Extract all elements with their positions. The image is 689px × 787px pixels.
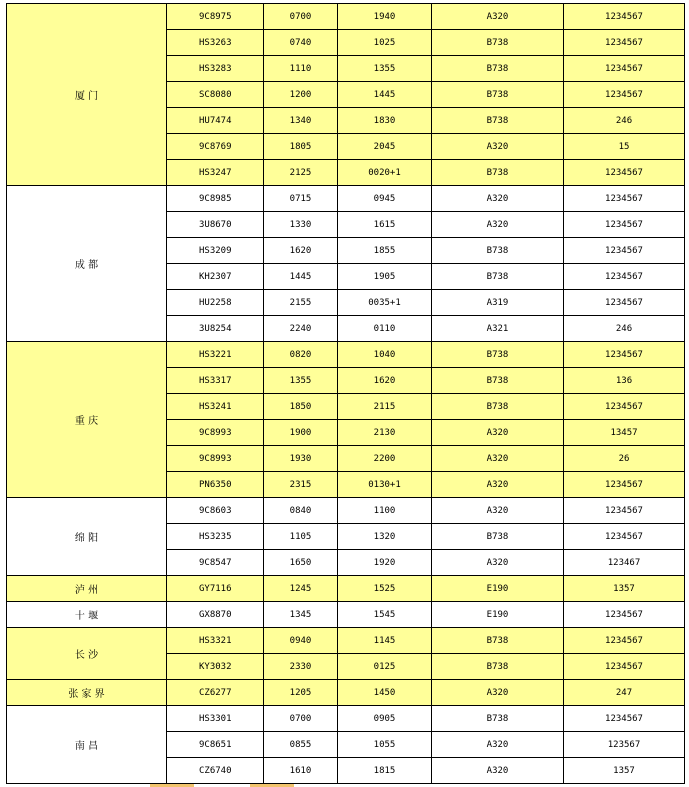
arrival-time-cell: 0125 <box>338 654 432 680</box>
departure-time-cell: 0740 <box>264 30 338 56</box>
table-row <box>7 680 685 706</box>
aircraft-type-cell: E190 <box>432 602 564 628</box>
flight-number-cell: HS3317 <box>167 368 264 394</box>
aircraft-type-cell: A320 <box>432 134 564 160</box>
table-row <box>7 602 685 628</box>
departure-time-cell: 1345 <box>264 602 338 628</box>
aircraft-type-cell: B738 <box>432 160 564 186</box>
operating-days-cell: 1234567 <box>564 628 685 654</box>
arrival-time-cell: 0905 <box>338 706 432 732</box>
flight-number-cell: 9C8993 <box>167 446 264 472</box>
departure-time-cell: 1245 <box>264 576 338 602</box>
arrival-time-cell: 1525 <box>338 576 432 602</box>
arrival-time-cell: 1620 <box>338 368 432 394</box>
city-cell: 南 昌 <box>7 706 167 784</box>
arrival-time-cell: 1905 <box>338 264 432 290</box>
flight-number-cell: 9C8975 <box>167 4 264 30</box>
flight-number-cell: HS3321 <box>167 628 264 654</box>
flight-number-cell: SC8080 <box>167 82 264 108</box>
departure-time-cell: 1200 <box>264 82 338 108</box>
flight-number-cell: 9C8769 <box>167 134 264 160</box>
arrival-time-cell: 2130 <box>338 420 432 446</box>
city-cell: 厦 门 <box>7 4 167 186</box>
aircraft-type-cell: A321 <box>432 316 564 342</box>
departure-time-cell: 1610 <box>264 758 338 784</box>
flight-number-cell: 9C8603 <box>167 498 264 524</box>
departure-time-cell: 1340 <box>264 108 338 134</box>
flight-number-cell: KH2307 <box>167 264 264 290</box>
operating-days-cell: 1234567 <box>564 602 685 628</box>
aircraft-type-cell: A320 <box>432 758 564 784</box>
flight-number-cell: KY3032 <box>167 654 264 680</box>
flight-number-cell: HS3221 <box>167 342 264 368</box>
aircraft-type-cell: E190 <box>432 576 564 602</box>
operating-days-cell: 123567 <box>564 732 685 758</box>
arrival-time-cell: 1355 <box>338 56 432 82</box>
arrival-time-cell: 2200 <box>338 446 432 472</box>
flight-number-cell: 9C8547 <box>167 550 264 576</box>
operating-days-cell: 1234567 <box>564 212 685 238</box>
arrival-time-cell: 1855 <box>338 238 432 264</box>
table-row <box>7 186 685 212</box>
departure-time-cell: 1805 <box>264 134 338 160</box>
departure-time-cell: 1330 <box>264 212 338 238</box>
operating-days-cell: 246 <box>564 316 685 342</box>
arrival-time-cell: 1545 <box>338 602 432 628</box>
arrival-time-cell: 0110 <box>338 316 432 342</box>
operating-days-cell: 1234567 <box>564 706 685 732</box>
aircraft-type-cell: B738 <box>432 264 564 290</box>
departure-time-cell: 2315 <box>264 472 338 498</box>
aircraft-type-cell: B738 <box>432 368 564 394</box>
flight-number-cell: HS3241 <box>167 394 264 420</box>
departure-time-cell: 2125 <box>264 160 338 186</box>
flight-number-cell: GX8870 <box>167 602 264 628</box>
flight-number-cell: CZ6277 <box>167 680 264 706</box>
aircraft-type-cell: A320 <box>432 4 564 30</box>
operating-days-cell: 247 <box>564 680 685 706</box>
operating-days-cell: 1234567 <box>564 342 685 368</box>
arrival-time-cell: 0035+1 <box>338 290 432 316</box>
operating-days-cell: 246 <box>564 108 685 134</box>
departure-time-cell: 0700 <box>264 706 338 732</box>
operating-days-cell: 123467 <box>564 550 685 576</box>
city-cell: 长 沙 <box>7 628 167 680</box>
operating-days-cell: 1234567 <box>564 4 685 30</box>
operating-days-cell: 1357 <box>564 576 685 602</box>
aircraft-type-cell: A319 <box>432 290 564 316</box>
operating-days-cell: 1234567 <box>564 186 685 212</box>
flight-number-cell: CZ6740 <box>167 758 264 784</box>
aircraft-type-cell: B738 <box>432 342 564 368</box>
table-row <box>7 628 685 654</box>
departure-time-cell: 2240 <box>264 316 338 342</box>
table-row <box>7 706 685 732</box>
departure-time-cell: 1900 <box>264 420 338 446</box>
city-cell: 十 堰 <box>7 602 167 628</box>
departure-time-cell: 0820 <box>264 342 338 368</box>
arrival-time-cell: 1040 <box>338 342 432 368</box>
flight-number-cell: GY7116 <box>167 576 264 602</box>
table-row <box>7 576 685 602</box>
operating-days-cell: 1234567 <box>564 264 685 290</box>
operating-days-cell: 1234567 <box>564 524 685 550</box>
arrival-time-cell: 2115 <box>338 394 432 420</box>
departure-time-cell: 1650 <box>264 550 338 576</box>
arrival-time-cell: 1055 <box>338 732 432 758</box>
aircraft-type-cell: A320 <box>432 446 564 472</box>
departure-time-cell: 2330 <box>264 654 338 680</box>
departure-time-cell: 1105 <box>264 524 338 550</box>
arrival-time-cell: 1830 <box>338 108 432 134</box>
departure-time-cell: 1205 <box>264 680 338 706</box>
flight-number-cell: HS3247 <box>167 160 264 186</box>
aircraft-type-cell: B738 <box>432 394 564 420</box>
departure-time-cell: 1620 <box>264 238 338 264</box>
flight-number-cell: HS3235 <box>167 524 264 550</box>
aircraft-type-cell: B738 <box>432 628 564 654</box>
operating-days-cell: 1234567 <box>564 238 685 264</box>
flight-number-cell: 9C8651 <box>167 732 264 758</box>
city-cell: 泸 州 <box>7 576 167 602</box>
arrival-time-cell: 1445 <box>338 82 432 108</box>
arrival-time-cell: 0130+1 <box>338 472 432 498</box>
operating-days-cell: 15 <box>564 134 685 160</box>
aircraft-type-cell: A320 <box>432 472 564 498</box>
aircraft-type-cell: A320 <box>432 550 564 576</box>
departure-time-cell: 0840 <box>264 498 338 524</box>
operating-days-cell: 26 <box>564 446 685 472</box>
operating-days-cell: 136 <box>564 368 685 394</box>
arrival-time-cell: 1815 <box>338 758 432 784</box>
table-row <box>7 342 685 368</box>
operating-days-cell: 1234567 <box>564 498 685 524</box>
aircraft-type-cell: B738 <box>432 524 564 550</box>
flight-number-cell: 9C8993 <box>167 420 264 446</box>
table-row <box>7 498 685 524</box>
arrival-time-cell: 0020+1 <box>338 160 432 186</box>
arrival-time-cell: 1615 <box>338 212 432 238</box>
aircraft-type-cell: B738 <box>432 238 564 264</box>
aircraft-type-cell: B738 <box>432 30 564 56</box>
operating-days-cell: 1234567 <box>564 654 685 680</box>
aircraft-type-cell: B738 <box>432 654 564 680</box>
departure-time-cell: 1355 <box>264 368 338 394</box>
aircraft-type-cell: A320 <box>432 498 564 524</box>
aircraft-type-cell: B738 <box>432 706 564 732</box>
arrival-time-cell: 2045 <box>338 134 432 160</box>
departure-time-cell: 0700 <box>264 4 338 30</box>
flight-number-cell: 9C8985 <box>167 186 264 212</box>
operating-days-cell: 13457 <box>564 420 685 446</box>
aircraft-type-cell: B738 <box>432 82 564 108</box>
aircraft-type-cell: B738 <box>432 108 564 134</box>
aircraft-type-cell: A320 <box>432 680 564 706</box>
arrival-time-cell: 1940 <box>338 4 432 30</box>
departure-time-cell: 1850 <box>264 394 338 420</box>
table-row <box>7 4 685 30</box>
flight-number-cell: 3U8254 <box>167 316 264 342</box>
departure-time-cell: 0855 <box>264 732 338 758</box>
operating-days-cell: 1234567 <box>564 394 685 420</box>
arrival-time-cell: 1100 <box>338 498 432 524</box>
aircraft-type-cell: A320 <box>432 732 564 758</box>
departure-time-cell: 1930 <box>264 446 338 472</box>
flight-number-cell: HS3283 <box>167 56 264 82</box>
operating-days-cell: 1357 <box>564 758 685 784</box>
arrival-time-cell: 1920 <box>338 550 432 576</box>
flight-schedule-table <box>6 3 685 784</box>
aircraft-type-cell: A320 <box>432 212 564 238</box>
aircraft-type-cell: A320 <box>432 420 564 446</box>
arrival-time-cell: 0945 <box>338 186 432 212</box>
operating-days-cell: 1234567 <box>564 30 685 56</box>
schedule-body <box>7 4 685 784</box>
aircraft-type-cell: B738 <box>432 56 564 82</box>
flight-number-cell: PN6350 <box>167 472 264 498</box>
flight-number-cell: HU7474 <box>167 108 264 134</box>
operating-days-cell: 1234567 <box>564 160 685 186</box>
aircraft-type-cell: A320 <box>432 186 564 212</box>
departure-time-cell: 0715 <box>264 186 338 212</box>
arrival-time-cell: 1450 <box>338 680 432 706</box>
city-cell: 绵 阳 <box>7 498 167 576</box>
departure-time-cell: 0940 <box>264 628 338 654</box>
city-cell: 成 都 <box>7 186 167 342</box>
arrival-time-cell: 1025 <box>338 30 432 56</box>
city-cell: 重 庆 <box>7 342 167 498</box>
flight-number-cell: HS3301 <box>167 706 264 732</box>
arrival-time-cell: 1320 <box>338 524 432 550</box>
arrival-time-cell: 1145 <box>338 628 432 654</box>
operating-days-cell: 1234567 <box>564 56 685 82</box>
departure-time-cell: 1445 <box>264 264 338 290</box>
flight-number-cell: 3U8670 <box>167 212 264 238</box>
flight-number-cell: HS3263 <box>167 30 264 56</box>
city-cell: 张 家 界 <box>7 680 167 706</box>
operating-days-cell: 1234567 <box>564 472 685 498</box>
operating-days-cell: 1234567 <box>564 82 685 108</box>
operating-days-cell: 1234567 <box>564 290 685 316</box>
departure-time-cell: 2155 <box>264 290 338 316</box>
flight-number-cell: HS3209 <box>167 238 264 264</box>
flight-number-cell: HU2258 <box>167 290 264 316</box>
departure-time-cell: 1110 <box>264 56 338 82</box>
